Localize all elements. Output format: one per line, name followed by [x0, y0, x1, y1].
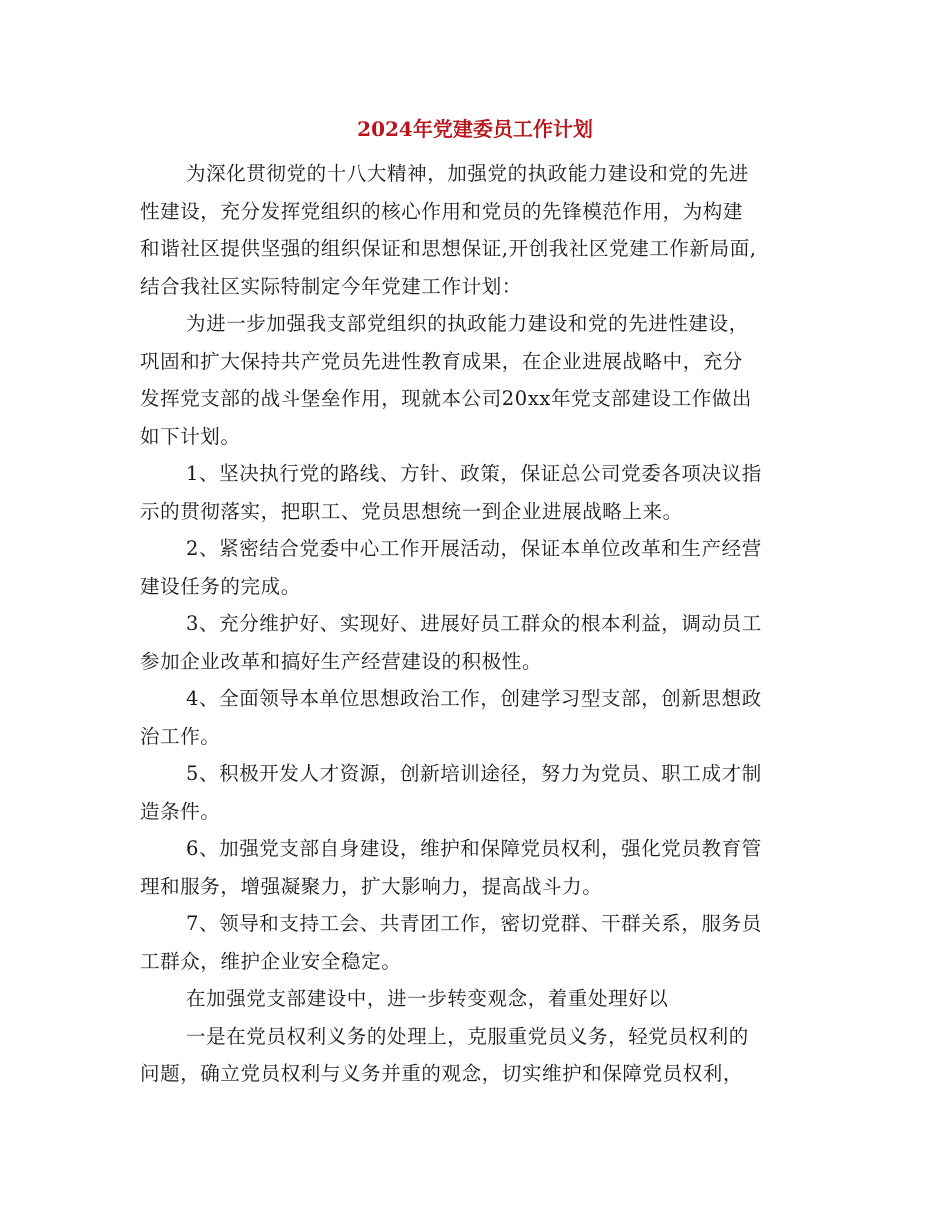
paragraph-transition: [140, 980, 815, 1018]
text-line: 示的贯彻落实，把职工、党员思想统一到企业进展战略上来。: [140, 499, 683, 523]
paragraph-item-7: [140, 905, 815, 980]
paragraph-item-6: [140, 830, 815, 905]
text-line: 2、紧密结合党委中心工作开展活动，保证本单位改革和生产经营: [186, 537, 762, 560]
text-line: 为进一步加强我支部党组织的执政能力建设和党的先进性建设，: [186, 312, 749, 335]
text-line: 为深化贯彻党的十八大精神，加强党的执政能力建设和党的先进: [186, 162, 749, 185]
text-line: 在加强党支部建设中，进一步转变观念，着重处理好以: [186, 987, 669, 1010]
text-line: 巩固和扩大保持共产党员先进性教育成果，在企业进展战略中，充分: [140, 349, 744, 373]
text-line: 理和服务，增强凝聚力，扩大影响力，提高战斗力。: [140, 874, 603, 898]
paragraph-item-3: [140, 605, 815, 680]
text-line: 4、全面领导本单位思想政治工作，创建学习型支部，创新思想政: [186, 687, 762, 710]
paragraph-first-point: [140, 1018, 815, 1093]
paragraph-intro: [140, 155, 815, 305]
paragraph-item-4: [140, 680, 815, 755]
document-title: 2024年党建委员工作计划: [357, 117, 593, 141]
text-line: 参加企业改革和搞好生产经营建设的积极性。: [140, 649, 543, 673]
paragraph-plan-intro: [140, 305, 815, 455]
text-line: 治工作。: [140, 724, 221, 748]
text-line: 5、积极开发人才资源，创新培训途径，努力为党员、职工成才制: [186, 762, 762, 785]
text-line: 6、加强党支部自身建设，维护和保障党员权利，强化党员教育管: [186, 837, 762, 860]
text-line: 建设任务的完成。: [140, 574, 301, 598]
text-line: 3、充分维护好、实现好、进展好员工群众的根本利益，调动员工: [186, 612, 762, 635]
text-line: 性建设，充分发挥党组织的核心作用和党员的先锋模范作用，为构建: [140, 199, 744, 223]
text-line: 造条件。: [140, 799, 221, 823]
text-line: 如下计划。: [140, 424, 241, 448]
text-line: 一是在党员权利义务的处理上，克服重党员义务，轻党员权利的: [186, 1024, 749, 1048]
text-line: 问题，确立党员权利与义务并重的观念，切实维护和保障党员权利，: [140, 1062, 744, 1085]
document-body: [140, 155, 815, 1093]
paragraph-item-5: [140, 755, 815, 830]
text-line: 发挥党支部的战斗堡垒作用，现就本公司20xx年党支部建设工作做出: [140, 387, 753, 410]
text-line: 1、坚决执行党的路线、方针、政策，保证总公司党委各项决议指: [186, 462, 762, 485]
text-line: 7、领导和支持工会、共青团工作，密切党群、干群关系，服务员: [186, 912, 762, 935]
text-line: 结合我社区实际特制定今年党建工作计划：: [140, 274, 522, 298]
paragraph-item-2: [140, 530, 815, 605]
text-line: 和谐社区提供坚强的组织保证和思想保证,开创我社区党建工作新局面,: [140, 237, 757, 260]
paragraph-item-1: [140, 455, 815, 530]
text-line: 工群众，维护企业安全稳定。: [140, 949, 402, 973]
